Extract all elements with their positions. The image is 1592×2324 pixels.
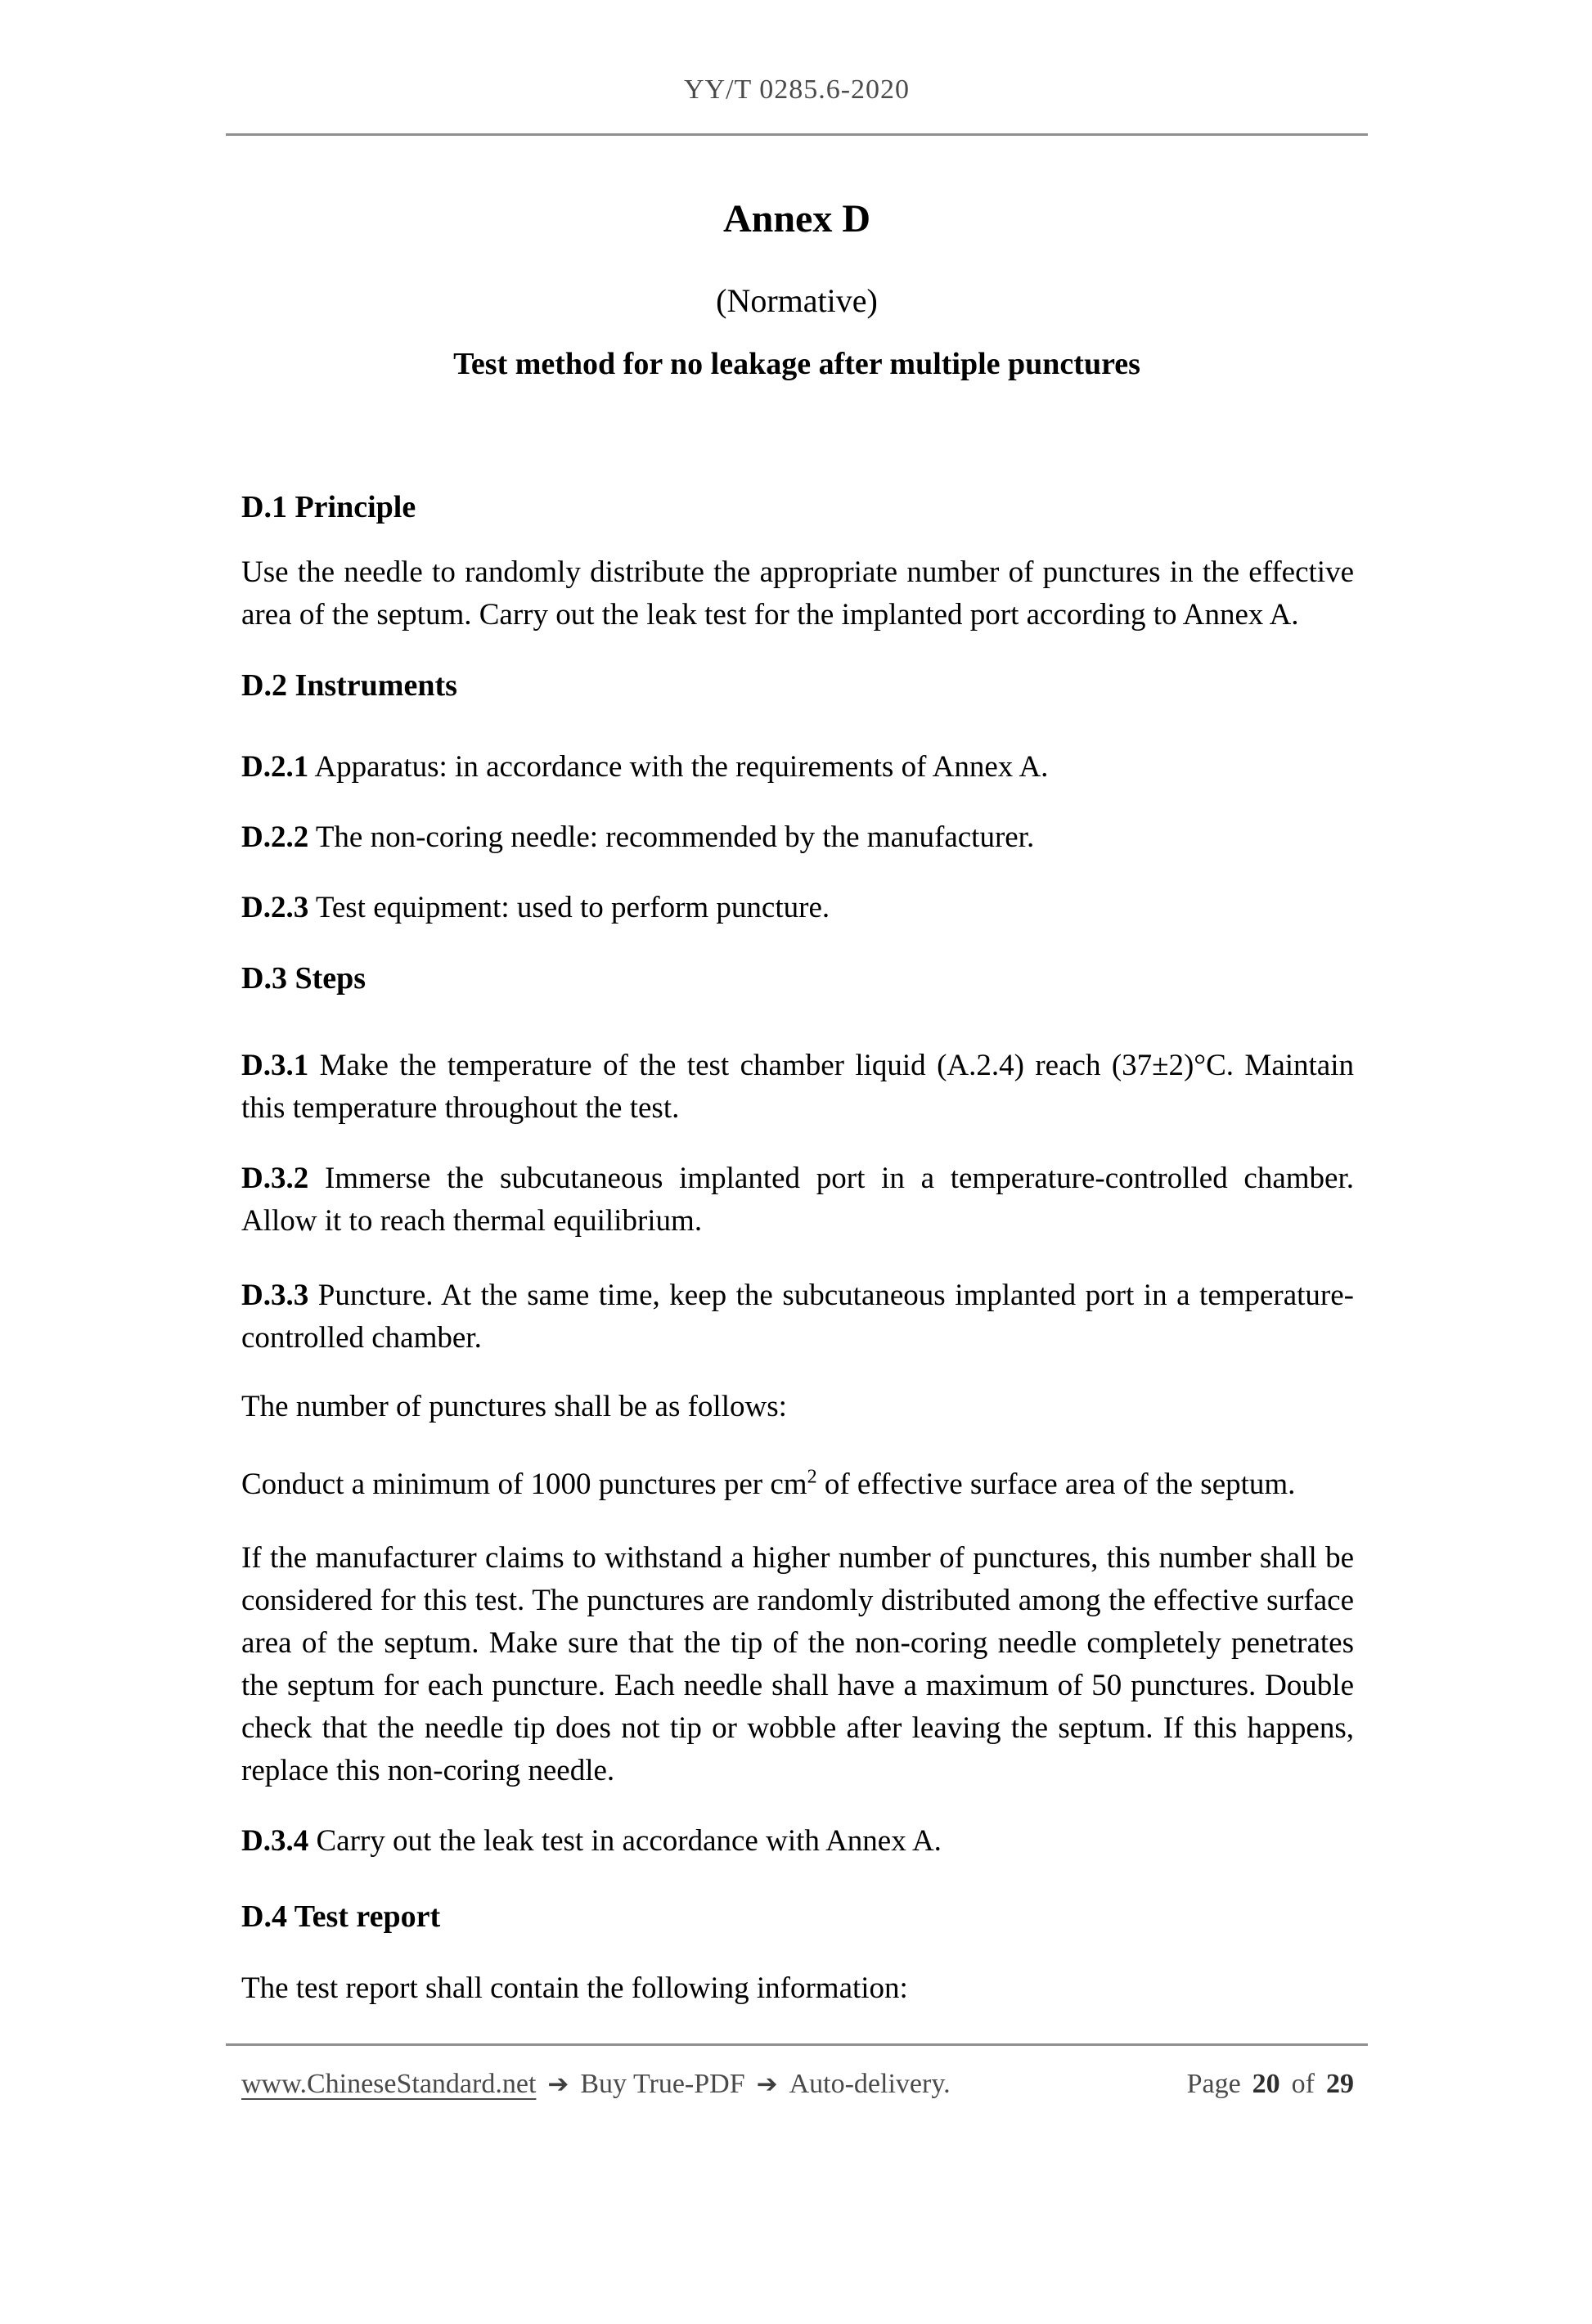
paragraph-d3-2 (226, 1158, 1368, 1243)
total-page-number: 29 (1326, 2069, 1354, 2099)
clause-text: The non-coring needle: recommended by the manufacturer. (315, 820, 1035, 854)
current-page-number: 20 (1252, 2069, 1280, 2099)
clause-text: Immerse the subcutaneous implanted port in a temperature-controlled chamber. Allow it to reach thermal equilibrium. (241, 1162, 1354, 1238)
clause-text: Carry out the leak test in accordance with Annex A. (316, 1824, 942, 1858)
paragraph-d1-principle: Use the needle to randomly distribute the appropriate number of punctures in the effective area of the septum. Carry out the leak test for the implanted port according to Annex A. (241, 555, 1354, 632)
section-heading-d2: D.2 Instruments (241, 668, 457, 703)
clause-number: D.3.3 (241, 1279, 309, 1312)
page-number-indicator (1187, 2066, 1354, 2102)
page-footer (226, 2066, 1368, 2102)
page-label: Page (1186, 2069, 1241, 2099)
paragraph-d3-1 (226, 1045, 1368, 1130)
annex-title: Annex D (722, 197, 871, 240)
auto-delivery-label: Auto-delivery. (789, 2069, 951, 2099)
paragraph-d2-3 (226, 887, 1368, 929)
section-heading-d4: D.4 Test report (241, 1899, 441, 1934)
footer-rule (226, 2043, 1368, 2046)
clause-text: Puncture. At the same time, keep the subcutaneous implanted port in a temperature-controlled chamber. (241, 1279, 1355, 1355)
superscript-2: 2 (807, 1466, 817, 1488)
clause-text: Test equipment: used to perform puncture. (315, 891, 830, 924)
document-title: Test method for no leakage after multiple punctures (453, 347, 1140, 381)
clause-number: D.3.1 (241, 1049, 309, 1082)
conduct-text-pre: Conduct a minimum of 1000 punctures per cm (241, 1468, 807, 1501)
paragraph-d4-test-report: The test report shall contain the following information: (241, 1971, 908, 2005)
right-arrow-icon: ➔ (547, 2070, 569, 2099)
paragraph-d2-1 (226, 746, 1368, 789)
normative-label: (Normative) (716, 282, 878, 319)
conduct-text-post: of effective surface area of the septum. (816, 1468, 1296, 1501)
paragraph-d2-2 (226, 816, 1368, 859)
clause-text: Apparatus: in accordance with the requirements of Annex A. (314, 750, 1049, 784)
paragraph-manufacturer-claims: If the manufacturer claims to withstand a higher number of punctures, this number shall be considered for this test. The punctures are randomly distributed among the effective surface area of the septum. Make sure that the tip of the non-coring needle completely penetrates the septum for each puncture. Each needle shall have a maximum of 50 punctures. Double check that the needle tip does not tip or wobble after leaving the septum. If this happens, replace this non-coring needle. (241, 1541, 1354, 1787)
section-heading-d1: D.1 Principle (241, 490, 416, 524)
clause-number: D.3.4 (241, 1824, 309, 1858)
pdf-page (0, 72, 1592, 2324)
footer-left-group (241, 2066, 951, 2102)
section-heading-d3: D.3 Steps (241, 961, 367, 996)
paragraph-d3-3 (226, 1274, 1368, 1360)
clause-number: D.2.2 (241, 820, 309, 854)
paragraph-number-of-punctures: The number of punctures shall be as follows: (241, 1390, 787, 1423)
header-rule (226, 133, 1368, 136)
standard-code-header: YY/T 0285.6-2020 (683, 74, 911, 105)
clause-text: Make the temperature of the test chamber liquid (A.2.4) reach (37±2)°C. Maintain this temperature throughout the test. (241, 1049, 1355, 1125)
buy-true-pdf-label: Buy True-PDF (580, 2069, 745, 2099)
of-label: of (1291, 2069, 1315, 2099)
chinesestandard-link[interactable]: www.ChineseStandard.net (241, 2069, 537, 2099)
clause-number: D.2.3 (241, 891, 309, 924)
right-arrow-icon: ➔ (756, 2070, 778, 2099)
paragraph-conduct-minimum (226, 1463, 1368, 1506)
clause-number: D.3.2 (241, 1162, 309, 1195)
paragraph-d3-4 (226, 1820, 1368, 1863)
clause-number: D.2.1 (241, 750, 309, 784)
